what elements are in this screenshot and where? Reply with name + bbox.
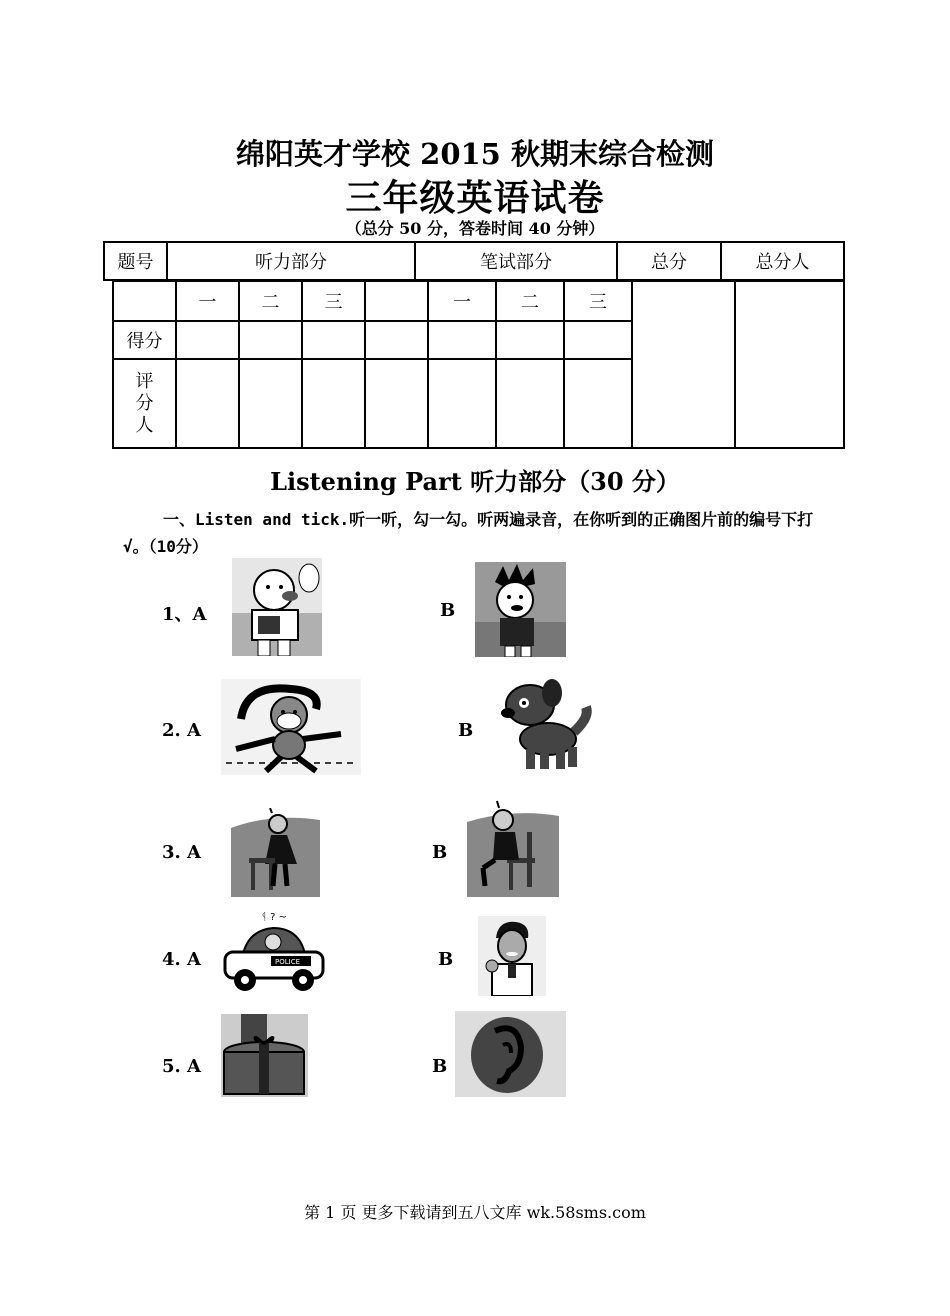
- section-title: Listening Part 听力部分（30 分）: [270, 467, 680, 496]
- score-table-header: [103, 241, 845, 281]
- score-cell: [564, 321, 632, 359]
- q3-label-a: 3. A: [162, 842, 202, 863]
- boy-waving-icon[interactable]: [232, 558, 322, 656]
- page-footer: 第 1 页 更多下载请到五八文库 wk.58sms.com: [304, 1203, 646, 1222]
- q4-label-a: 4. A: [162, 949, 202, 970]
- gift-box-icon[interactable]: [221, 1014, 308, 1097]
- score-table-body: [112, 280, 845, 449]
- grader-cell: [302, 359, 365, 448]
- q5-label-a: 5. A: [162, 1056, 202, 1077]
- q2-label-a: 2. A: [162, 720, 202, 741]
- col-write-2: 二: [496, 281, 564, 321]
- monkey-icon[interactable]: [221, 679, 361, 775]
- svg-text:ᛩ ? ~: ᛩ ? ~: [261, 912, 288, 923]
- q1-label-a: 1、A: [162, 604, 207, 625]
- q3-label-b: B: [432, 842, 448, 863]
- score-cell: [496, 321, 564, 359]
- total-score-cell: [632, 281, 735, 448]
- col-listen-1: 一: [176, 281, 239, 321]
- col-listen-3: 三: [302, 281, 365, 321]
- score-cell: [302, 321, 365, 359]
- col-write-3: 三: [564, 281, 632, 321]
- stand-up-icon[interactable]: [231, 808, 320, 897]
- police-car-icon[interactable]: [221, 906, 327, 996]
- score-cell: [365, 321, 428, 359]
- instruction-text: 一、Listen and tick.听一听，勾一勾。听两遍录音，在你听到的正确图片前的编号下打√。（10分）: [123, 510, 814, 556]
- grader-cell: [365, 359, 428, 448]
- grader-cell: [176, 359, 239, 448]
- score-cell: [239, 321, 302, 359]
- q5-label-b: B: [432, 1056, 448, 1077]
- header-grader: 总分人: [721, 242, 844, 280]
- grader-cell: [239, 359, 302, 448]
- header-total: 总分: [617, 242, 721, 280]
- grader-cell: [496, 359, 564, 448]
- q1-label-b: B: [440, 600, 456, 621]
- score-cell: [176, 321, 239, 359]
- doctor-icon[interactable]: [478, 916, 546, 996]
- svg-text:POLICE: POLICE: [275, 958, 301, 966]
- grader-row-label: 评分人: [113, 359, 176, 448]
- blank-cell: [113, 281, 176, 321]
- q4-label-b: B: [438, 949, 454, 970]
- blank-cell: [365, 281, 428, 321]
- score-cell: [428, 321, 496, 359]
- ear-icon[interactable]: [455, 1011, 566, 1097]
- dog-icon[interactable]: [490, 677, 598, 773]
- grader-cell: [428, 359, 496, 448]
- exam-title: 绵阳英才学校 2015 秋期末综合检测: [236, 137, 714, 171]
- header-writing: 笔试部分: [415, 242, 617, 280]
- col-listen-2: 二: [239, 281, 302, 321]
- grader-cell: [564, 359, 632, 448]
- header-question-no: 题号: [104, 242, 167, 280]
- boy-spiky-hair-icon[interactable]: [475, 562, 566, 657]
- exam-info: （总分 50 分，答卷时间 40 分钟）: [345, 219, 605, 238]
- q2-label-b: B: [458, 720, 474, 741]
- score-row-label: 得分: [113, 321, 176, 359]
- header-listening: 听力部分: [167, 242, 415, 280]
- sit-down-icon[interactable]: [467, 798, 559, 897]
- col-write-1: 一: [428, 281, 496, 321]
- grader-cell: [735, 281, 844, 448]
- exam-subject-title: 三年级英语试卷: [345, 177, 605, 219]
